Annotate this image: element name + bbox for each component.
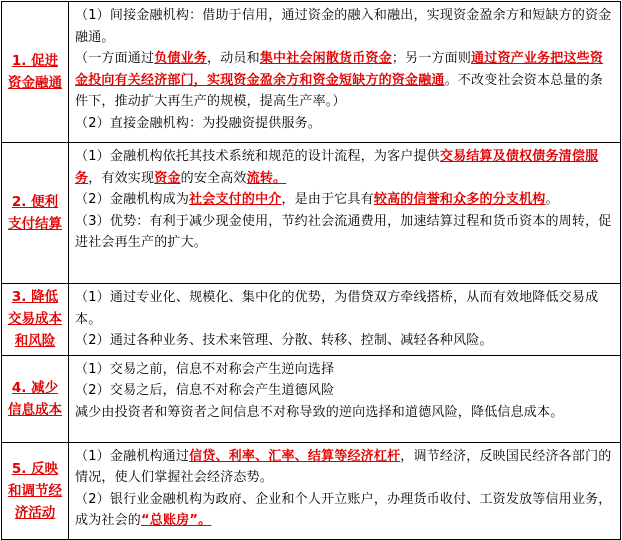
functions-table bbox=[1, 1, 621, 540]
text-run: 减少由投资者和筹资者之间信息不对称导致的逆向选择和道德风险，降低信息成本。 bbox=[75, 404, 564, 420]
text-run: （1）金融机构通过 bbox=[75, 448, 190, 464]
row-title: 4. 减少信息成本 bbox=[2, 355, 69, 442]
row-content bbox=[69, 2, 621, 143]
content-paragraph bbox=[75, 211, 614, 254]
row-content bbox=[69, 143, 621, 284]
row-title: 3. 降低交易成本和风险 bbox=[2, 284, 69, 356]
highlighted-text: 社会支付的中介 bbox=[189, 192, 282, 207]
content-paragraph bbox=[75, 189, 614, 211]
text-run: 。 bbox=[545, 192, 559, 207]
content-paragraph bbox=[75, 359, 614, 381]
text-run: （1）通过专业化、规模化、集中化的优势，为借贷双方牵线搭桥，从而有效地降低交易成本。 bbox=[75, 290, 599, 327]
highlighted-text: 信贷、利率、汇率、结算等经济杠杆 bbox=[189, 448, 401, 464]
table-row bbox=[2, 2, 621, 143]
table-row bbox=[2, 355, 621, 442]
highlighted-text: “总账房”。 bbox=[141, 513, 212, 528]
highlighted-text: 较高的信誉和众多的分支机构 bbox=[373, 192, 546, 207]
text-run: （1）金融机构依托其技术系统和规范的设计流程，为客户提供 bbox=[75, 149, 440, 164]
row-title: 5. 反映和调节经济活动 bbox=[2, 442, 69, 539]
table-row bbox=[2, 143, 621, 284]
highlighted-text: 资金 bbox=[154, 170, 181, 186]
text-run: （2）金融机构成为 bbox=[75, 192, 190, 207]
content-paragraph bbox=[75, 402, 614, 424]
content-paragraph bbox=[75, 287, 614, 330]
text-run: （1）间接金融机构：借助于信用，通过资金的融入和融出，实现资金盈余方和短缺方的资金融通。 bbox=[75, 8, 612, 45]
content-paragraph bbox=[75, 5, 614, 48]
highlighted-text: 流转。 bbox=[246, 170, 287, 186]
highlighted-text: 交易结算及债权债务清偿服务 bbox=[75, 149, 599, 186]
table-row bbox=[2, 442, 621, 539]
row-content bbox=[69, 442, 621, 539]
content-paragraph bbox=[75, 48, 614, 113]
text-run: （2）直接金融机构：为投融资提供服务。 bbox=[75, 115, 322, 131]
text-run: （2）银行业金融机构为政府、企业和个人开立账户，办理货币收付、工资发放等信用业务，成为社会的 bbox=[75, 491, 612, 528]
text-run: 。不改变社会资本总量的条件下，推动扩大再生产的规模，提高生产率。） bbox=[75, 72, 604, 109]
text-run: （一方面通过 bbox=[75, 51, 155, 66]
content-paragraph bbox=[75, 146, 614, 189]
content-paragraph bbox=[75, 446, 614, 489]
text-run: （1）交易之前，信息不对称会产生逆向选择 bbox=[75, 361, 335, 377]
row-content bbox=[69, 284, 621, 356]
text-run: ，有效实现 bbox=[88, 170, 155, 186]
text-run: ，是由于它具有 bbox=[281, 192, 374, 207]
content-paragraph bbox=[75, 489, 614, 532]
text-run: （2）通过各种业务、技术来管理、分散、转移、控制、减轻各种风险。 bbox=[75, 333, 493, 348]
highlighted-text: 集中社会闲散货币资金 bbox=[259, 51, 392, 66]
highlighted-text: 负债业务 bbox=[154, 51, 208, 66]
content-paragraph bbox=[75, 113, 614, 135]
row-title: 1. 促进资金融通 bbox=[2, 2, 69, 143]
table-body bbox=[2, 2, 621, 540]
table-row bbox=[2, 284, 621, 356]
text-run: ，调节经济，反映国民经济各部门的情况，使人们掌握社会经济态势。 bbox=[75, 448, 612, 485]
row-content bbox=[69, 355, 621, 442]
highlighted-text: 通过资产业务把这些资金投向有关经济部门，实现资金盈余方和资金短缺方的资金融通 bbox=[75, 51, 604, 88]
text-run: （3）优势：有利于减少现金使用，节约社会流通费用，加速结算过程和货币资本的周转，促进社会再生产的扩大。 bbox=[75, 213, 612, 250]
content-paragraph bbox=[75, 380, 614, 402]
row-title: 2. 便利支付结算 bbox=[2, 143, 69, 284]
text-run: （2）交易之后，信息不对称会产生道德风险 bbox=[75, 383, 335, 398]
text-run: ；另一方面则 bbox=[391, 51, 472, 66]
content-paragraph bbox=[75, 330, 614, 352]
text-run: 的安全高效 bbox=[180, 170, 247, 186]
text-run: ，动员和 bbox=[207, 51, 260, 66]
